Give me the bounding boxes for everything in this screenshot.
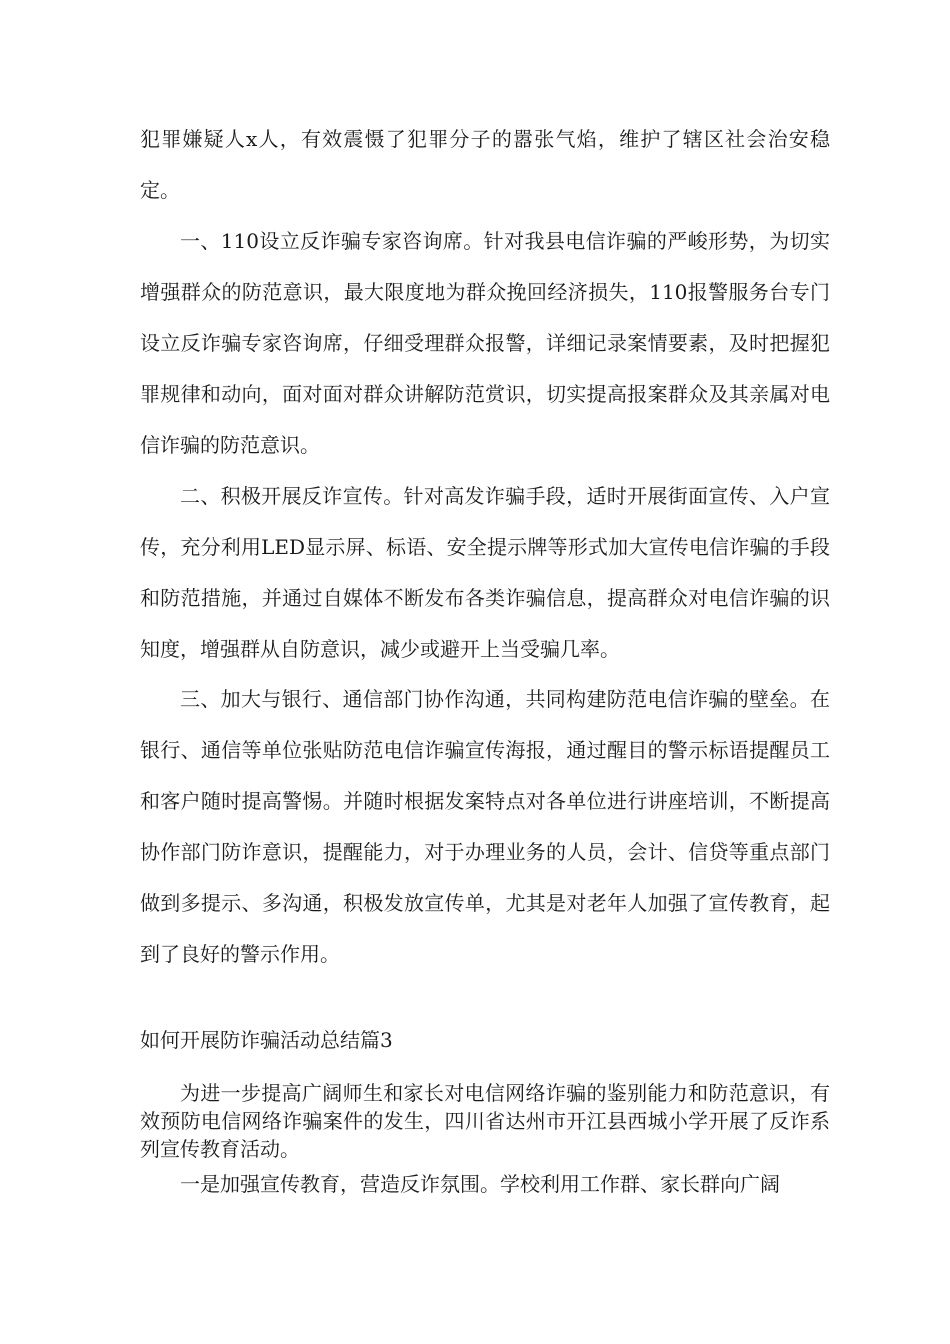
paragraph-110-consult-desk: 一、110设立反诈骗专家咨询席。针对我县电信诈骗的严峻形势，为切实增强群众的防范意识，最大限度地为群众挽回经济损失，110报警服务台专门设立反诈骗专家咨询席，仔细受理群众报警，详细记录案情要素，及时把握犯罪规律和动向，面对面对群众讲解防范赏识，切实提高报案群众及其亲属对电信诈骗的防范意识。: [140, 229, 830, 457]
section-heading: 如何开展防诈骗活动总结篇3: [140, 1028, 393, 1052]
paragraph-bank-telecom-cooperation: 三、加大与银行、通信部门协作沟通，共同构建防范电信诈骗的壁垒。在银行、通信等单位张贴防范电信诈骗宣传海报，通过醒目的警示标语提醒员工和客户随时提高警惕。并随时根据发案特点对各单位进行讲座培训，不断提高协作部门防诈意识，提醒能力，对于办理业务的人员，会计、信贷等重点部门做到多提示、多沟通，积极发放宣传单，尤其是对老年人加强了宣传教育，起到了良好的警示作用。: [140, 687, 830, 966]
paragraph-school-first-measure: 一是加强宣传教育，营造反诈氛围。学校利用工作群、家长群向广阔: [180, 1172, 780, 1196]
paragraph-continuation: 犯罪嫌疑人x人，有效震慑了犯罪分子的嚣张气焰，维护了辖区社会治安稳定。: [140, 127, 830, 202]
paragraph-school-intro: 为进一步提高广阔师生和家长对电信网络诈骗的鉴别能力和防范意识，有效预防电信网络诈骗案件的发生，四川省达州市开江县西城小学开展了反诈系列宣传教育活动。: [140, 1081, 830, 1161]
paragraph-anti-fraud-publicity: 二、积极开展反诈宣传。针对高发诈骗手段，适时开展街面宣传、入户宣传，充分利用LED显示屏、标语、安全提示牌等形式加大宣传电信诈骗的手段和防范措施，并通过自媒体不断发布各类诈骗信息，提高群众对电信诈骗的识知度，增强群从自防意识，减少或避开上当受骗几率。: [140, 484, 830, 661]
